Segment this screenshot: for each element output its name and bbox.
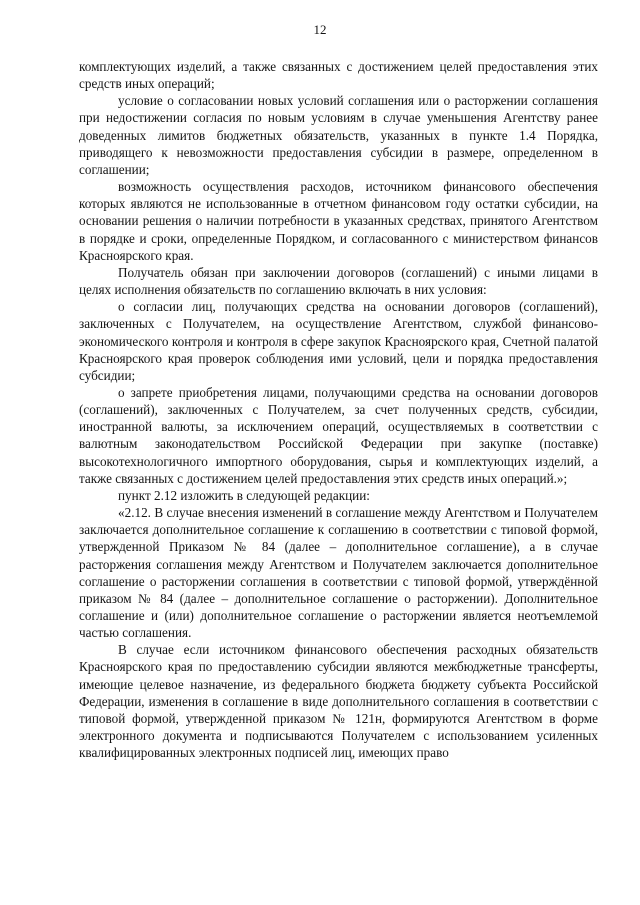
paragraph-federal-transfers: В случае если источником финансового обеспечения расходных обязательств Красноярского края по предоставлению субсидии являются межбюджетные трансферты, имеющие целевое назначение, из федерального бюджета бюджету субъекта Российской Федерации, изменения в соглашение в виде дополнительного соглашения в соответствии с типовой формой, утвержденной приказом № 121н, формируются Агентством в форме электронного документа и подписываются Получателем с использованием усиленных квалифицированных электронных подписей лиц, имеющих право bbox=[79, 642, 598, 761]
document-body bbox=[79, 58, 598, 761]
paragraph-consent-clause: о согласии лиц, получающих средства на основании договоров (соглашений), заключенных с Получателем, на осуществление Агентством, службой финансово-экономического контроля и контроля в сфере закупок Красноярского края, Счетной палатой Красноярского края проверок соблюдения ими условий, цели и порядка предоставления субсидии; bbox=[79, 299, 598, 383]
paragraph-item-2-12: «2.12. В случае внесения изменений в соглашение между Агентством и Получателем заключается дополнительное соглашение к соглашению в соответствии с типовой формой, утвержденной Приказом № 84 (далее – дополнительное соглашение), а в случае расторжения соглашения между Агентством и Получателем заключается дополнительное соглашение о расторжении соглашения в соответствии с типовой формой, утверждённой приказом № 84 (далее – дополнительное соглашение о расторжении). Дополнительное соглашение и (или) дополнительное соглашение о расторжении является неотъемлемой частью соглашения. bbox=[79, 505, 598, 641]
paragraph-condition-unused-balances: возможность осуществления расходов, источником финансового обеспечения которых являются не использованные в отчетном финансовом году остатки субсидии, на основании решения о наличии потребности в указанных средствах, принятого Агентством в порядке и сроки, определенные Порядком, и согласованного с министерством финансов Красноярского края. bbox=[79, 179, 598, 263]
paragraph-amend-item-2-12: пункт 2.12 изложить в следующей редакции: bbox=[118, 487, 370, 503]
paragraph-recipient-obligation: Получатель обязан при заключении договоров (соглашений) с иными лицами в целях исполнения обязательств по соглашению включать в них условия: bbox=[79, 264, 598, 298]
page-number: 12 bbox=[313, 22, 327, 37]
paragraph-continuation: комплектующих изделий, а также связанных с достижением целей предоставления этих средств иных операций; bbox=[79, 59, 598, 92]
paragraph-condition-new-terms: условие о согласовании новых условий соглашения или о расторжении соглашения при недостижении согласия по новым условиям в случае уменьшения Агентству ранее доведенных лимитов бюджетных обязательств, указанных в пункте 1.4 Порядка, приводящего к невозможности предоставления субсидии в размере, определенном в соглашении; bbox=[79, 93, 598, 177]
paragraph-prohibition-clause: о запрете приобретения лицами, получающими средства на основании договоров (соглашений), заключенных с Получателем, за счет полученных средств, субсидии, иностранной валюты, за исключением операций, осуществляемых в соответствии с валютным законодательством Российской Федерации при закупке (поставке) высокотехнологичного импортного оборудования, сырья и комплектующих изделий, а также связанных с достижением целей предоставления этих средств иных операций.»; bbox=[79, 384, 598, 486]
